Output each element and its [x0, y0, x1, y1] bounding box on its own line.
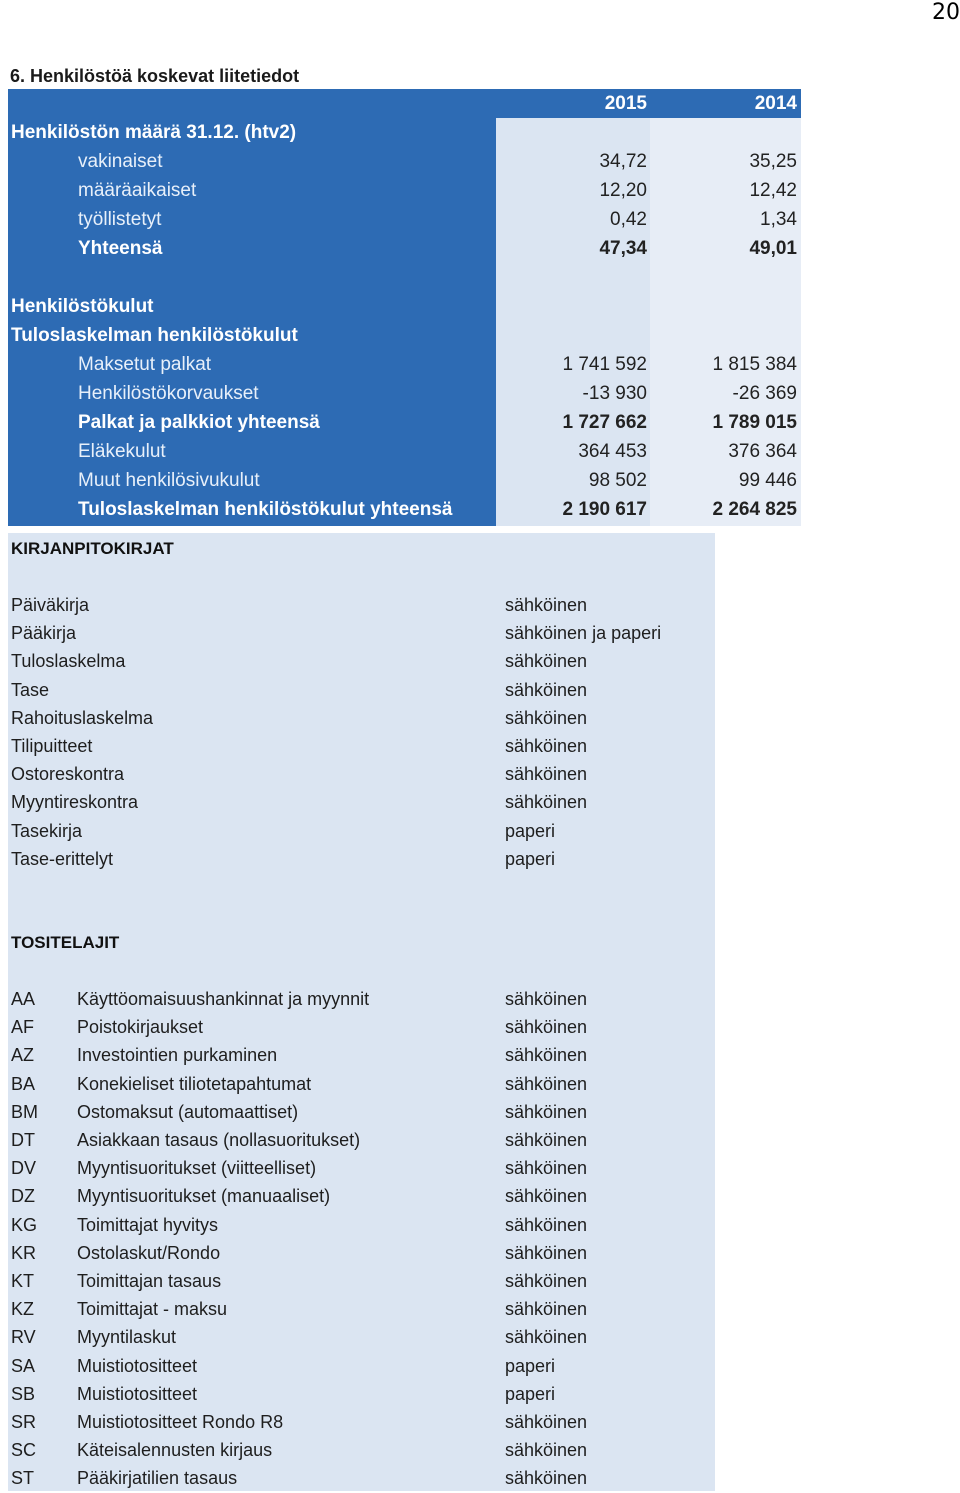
voucher-row [8, 1352, 715, 1380]
voucher-format: sähköinen [505, 1073, 588, 1094]
voucher-description: Toimittajat - maksu [77, 1299, 228, 1320]
book-name: Rahoituslaskelma [11, 707, 154, 728]
voucher-code: BM [11, 1101, 38, 1122]
voucher-row [8, 1267, 715, 1295]
row-label: Palkat ja palkkiot yhteensä [78, 412, 320, 433]
voucher-code: DZ [11, 1186, 35, 1207]
staff-table [8, 89, 801, 526]
voucher-row [8, 1323, 715, 1351]
value-2014: 12,42 [749, 180, 797, 201]
value-2015: 12,20 [599, 180, 647, 201]
row-label: Yhteensä [78, 238, 163, 259]
book-row [8, 760, 715, 788]
books-title: KIRJANPITOKIRJAT [11, 539, 174, 558]
book-name: Ostoreskontra [11, 764, 125, 785]
voucher-format: paperi [505, 1355, 556, 1376]
book-format: paperi [505, 848, 556, 869]
value-2015: 98 502 [588, 470, 647, 491]
staff-table-row [8, 495, 801, 524]
row-label: Henkilöstökorvaukset [78, 383, 259, 404]
book-row [8, 676, 715, 704]
voucher-row [8, 1041, 715, 1069]
voucher-row [8, 1436, 715, 1464]
voucher-code: SA [11, 1355, 36, 1376]
voucher-description: Myyntisuoritukset (viitteelliset) [77, 1158, 317, 1179]
book-row [8, 619, 715, 647]
voucher-description: Myyntilaskut [77, 1327, 177, 1348]
voucher-format: sähköinen [505, 1017, 588, 1038]
staff-table-row [8, 234, 801, 263]
year-2014-header: 2014 [754, 93, 797, 114]
book-row [8, 647, 715, 675]
row-label: vakinaiset [78, 151, 163, 172]
voucher-description: Poistokirjaukset [77, 1017, 204, 1038]
row-label: Eläkekulut [78, 441, 166, 462]
row-label: työllistetyt [78, 209, 162, 230]
voucher-description: Myyntisuoritukset (manuaaliset) [77, 1186, 331, 1207]
book-name: Tilipuitteet [11, 736, 93, 756]
voucher-format: sähköinen [505, 989, 588, 1009]
staff-table-row [8, 176, 801, 205]
book-format: sähköinen [505, 707, 588, 728]
voucher-format: sähköinen [505, 1158, 588, 1179]
book-format: sähköinen [505, 651, 588, 672]
voucher-code: KR [11, 1242, 37, 1263]
voucher-code: KG [11, 1214, 38, 1235]
value-2015: 1 727 662 [562, 412, 647, 433]
value-2015: 34,72 [599, 151, 647, 172]
vouchers-title: TOSITELAJIT [11, 933, 120, 952]
voucher-code: BA [11, 1073, 36, 1094]
bookkeeping-panel [8, 533, 715, 1491]
book-format: sähköinen [505, 679, 588, 700]
voucher-row [8, 1182, 715, 1210]
voucher-description: Muistiotositteet [77, 1355, 198, 1376]
voucher-row [8, 1464, 715, 1492]
row-label: Tuloslaskelman henkilöstökulut [11, 325, 298, 346]
staff-table-row [8, 147, 801, 176]
voucher-code: KT [11, 1271, 35, 1291]
voucher-format: sähköinen [505, 1242, 588, 1263]
value-2014: 35,25 [749, 151, 797, 172]
row-label: Muut henkilösivukulut [78, 470, 260, 491]
staff-table-row [8, 408, 801, 437]
voucher-format: sähköinen [505, 1299, 588, 1320]
staff-table-row [8, 292, 801, 321]
book-row [8, 591, 715, 619]
book-row [8, 788, 715, 816]
book-row [8, 845, 715, 873]
value-2014: 376 364 [728, 441, 797, 462]
value-2015: 1 741 592 [562, 354, 647, 375]
book-row [8, 704, 715, 732]
voucher-format: sähköinen [505, 1468, 588, 1489]
row-label: Maksetut palkat [78, 354, 212, 375]
voucher-row [8, 1013, 715, 1041]
book-row [8, 817, 715, 845]
staff-table-row [8, 263, 801, 292]
staff-table-row [8, 466, 801, 495]
voucher-row [8, 1295, 715, 1323]
voucher-row [8, 1239, 715, 1267]
voucher-description: Muistiotositteet [77, 1383, 198, 1404]
book-format: sähköinen [505, 736, 588, 756]
value-2014: 2 264 825 [712, 499, 797, 520]
year-2015-header: 2015 [604, 93, 647, 114]
voucher-row [8, 985, 715, 1013]
book-name: Tase [11, 679, 50, 700]
book-format: sähköinen [505, 764, 588, 785]
row-label: määräaikaiset [78, 180, 197, 201]
voucher-row [8, 1154, 715, 1182]
voucher-code: AF [11, 1017, 35, 1038]
staff-table-row [8, 437, 801, 466]
book-name: Pääkirja [11, 623, 77, 644]
staff-table-row [8, 321, 801, 350]
section-title: 6. Henkilöstöä koskevat liitetiedot [10, 66, 300, 86]
voucher-code: SR [11, 1412, 37, 1432]
book-format: sähköinen [505, 595, 588, 615]
staff-table-row [8, 205, 801, 234]
voucher-row [8, 1098, 715, 1126]
book-name: Tase-erittelyt [11, 848, 114, 869]
staff-table-row [8, 350, 801, 379]
voucher-code: DT [11, 1130, 35, 1150]
book-format: sähköinen [505, 792, 588, 813]
voucher-description: Käyttöomaisuushankinnat ja myynnit [77, 989, 370, 1009]
voucher-format: paperi [505, 1383, 556, 1404]
voucher-row [8, 1408, 715, 1436]
voucher-code: DV [11, 1158, 37, 1179]
value-2014: 1,34 [760, 209, 797, 230]
voucher-format: sähköinen [505, 1271, 588, 1291]
voucher-row [8, 1070, 715, 1098]
voucher-code: SB [11, 1383, 36, 1404]
staff-table-row [8, 118, 801, 147]
voucher-description: Pääkirjatilien tasaus [77, 1468, 238, 1489]
voucher-description: Asiakkaan tasaus (nollasuoritukset) [77, 1130, 361, 1150]
row-label: Tuloslaskelman henkilöstökulut yhteensä [78, 499, 453, 520]
voucher-code: AA [11, 989, 36, 1009]
voucher-format: sähköinen [505, 1101, 588, 1122]
row-label: Henkilöstön määrä 31.12. (htv2) [11, 122, 297, 143]
value-2015: 47,34 [599, 238, 647, 259]
voucher-description: Konekieliset tiliotetapahtumat [77, 1073, 312, 1094]
voucher-format: sähköinen [505, 1214, 588, 1235]
voucher-format: sähköinen [505, 1130, 588, 1150]
voucher-code: SC [11, 1440, 37, 1461]
voucher-code: AZ [11, 1045, 35, 1066]
value-2015: 364 453 [578, 441, 647, 462]
voucher-description: Toimittajat hyvitys [77, 1214, 219, 1235]
voucher-row [8, 1126, 715, 1154]
staff-table-row [8, 379, 801, 408]
voucher-description: Käteisalennusten kirjaus [77, 1440, 273, 1461]
book-format: paperi [505, 820, 556, 841]
voucher-description: Muistiotositteet Rondo R8 [77, 1412, 284, 1432]
voucher-description: Toimittajan tasaus [77, 1271, 222, 1291]
staff-table-header-row [8, 89, 801, 118]
book-name: Tuloslaskelma [11, 651, 126, 672]
voucher-description: Ostomaksut (automaattiset) [77, 1101, 299, 1122]
book-name: Tasekirja [11, 820, 83, 841]
value-2014: 1 789 015 [712, 412, 797, 433]
voucher-description: Investointien purkaminen [77, 1045, 278, 1066]
value-2015: 2 190 617 [562, 499, 647, 520]
book-format: sähköinen ja paperi [505, 623, 662, 644]
row-label: Henkilöstökulut [11, 296, 154, 317]
voucher-format: sähköinen [505, 1186, 588, 1207]
voucher-format: sähköinen [505, 1440, 588, 1461]
voucher-row [8, 1211, 715, 1239]
voucher-format: sähköinen [505, 1045, 588, 1066]
value-2015: -13 930 [582, 383, 647, 404]
value-2014: 1 815 384 [712, 354, 797, 375]
voucher-code: RV [11, 1327, 36, 1348]
voucher-format: sähköinen [505, 1412, 588, 1432]
voucher-row [8, 1380, 715, 1408]
value-2014: -26 369 [732, 383, 797, 404]
page-number: 20 [932, 0, 960, 25]
voucher-format: sähköinen [505, 1327, 588, 1348]
value-2014: 99 446 [738, 470, 797, 491]
value-2014: 49,01 [749, 238, 797, 259]
book-name: Myyntireskontra [11, 792, 139, 813]
voucher-code: KZ [11, 1299, 35, 1320]
voucher-code: ST [11, 1468, 35, 1489]
voucher-description: Ostolaskut/Rondo [77, 1242, 221, 1263]
book-row [8, 732, 715, 760]
book-name: Päiväkirja [11, 595, 90, 615]
value-2015: 0,42 [610, 209, 647, 230]
